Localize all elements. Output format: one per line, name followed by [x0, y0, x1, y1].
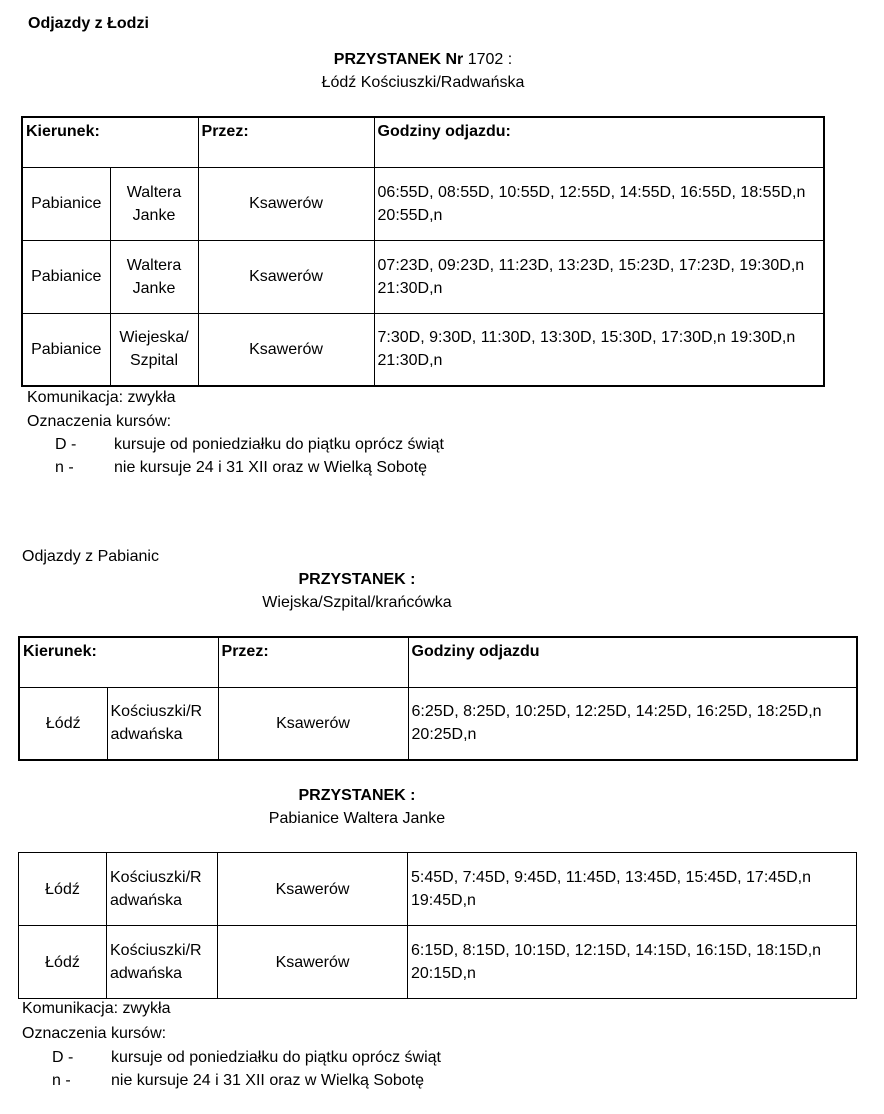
row-times: 5:45D, 7:45D, 9:45D, 11:45D, 13:45D, 15:45D, 17:45D,n 19:45D,n	[408, 853, 857, 926]
row-city: Łódź	[19, 926, 107, 999]
legend-item	[55, 436, 444, 454]
row-via: Ksawerów	[218, 926, 408, 999]
header-via: Przez:	[198, 117, 374, 167]
section1-title: Odjazdy z Łodzi	[28, 15, 149, 32]
section3-stop-label: PRZYSTANEK :	[298, 787, 416, 804]
table-header-row	[19, 637, 857, 687]
header-times: Godziny odjazdu:	[374, 117, 824, 167]
section1-timetable	[21, 116, 825, 387]
legend-desc: nie kursuje 24 i 31 XII oraz w Wielką Sobotę	[114, 459, 428, 476]
section3-stop-name: Pabianice Waltera Janke	[268, 810, 446, 827]
row-stop: Kościuszki/R adwańska	[107, 926, 218, 999]
header-direction: Kierunek:	[19, 637, 218, 687]
section3-timetable	[18, 852, 857, 999]
header-via: Przez:	[218, 637, 408, 687]
row-times: 07:23D, 09:23D, 11:23D, 13:23D, 15:23D, 17:23D, 19:30D,n 21:30D,n	[374, 240, 824, 313]
table-header-row	[22, 117, 824, 167]
table-row	[22, 240, 824, 313]
row-city: Pabianice	[22, 313, 110, 386]
legend-item	[52, 1049, 441, 1067]
header-direction: Kierunek:	[22, 117, 198, 167]
legend-code: n -	[55, 459, 74, 476]
row-times: 6:25D, 8:25D, 10:25D, 12:25D, 14:25D, 16:25D, 18:25D,n 20:25D,n	[408, 687, 857, 760]
table-row	[22, 167, 824, 240]
row-times: 7:30D, 9:30D, 11:30D, 13:30D, 15:30D, 17:30D,n 19:30D,n 21:30D,n	[374, 313, 824, 386]
row-city: Łódź	[19, 853, 107, 926]
legend-code: D -	[55, 436, 77, 453]
row-times: 6:15D, 8:15D, 10:15D, 12:15D, 14:15D, 16:15D, 18:15D,n 20:15D,n	[408, 926, 857, 999]
section2-title: Odjazdy z Pabianic	[22, 548, 159, 565]
row-stop: Waltera Janke	[110, 167, 198, 240]
table-row	[19, 853, 857, 926]
row-city: Pabianice	[22, 167, 110, 240]
legend-item	[52, 1072, 424, 1090]
section2-stop-name: Wiejska/Szpital/krańcówka	[262, 594, 452, 611]
legend-desc: nie kursuje 24 i 31 XII oraz w Wielką Sobotę	[111, 1072, 425, 1089]
row-via: Ksawerów	[218, 853, 408, 926]
legend-code: D -	[52, 1049, 74, 1066]
section3-legend-title: Oznaczenia kursów:	[22, 1025, 167, 1042]
legend-code: n -	[52, 1072, 71, 1089]
section1-stop-name: Łódź Kościuszki/Radwańska	[321, 74, 525, 91]
row-via: Ksawerów	[198, 167, 374, 240]
section1-legend-title: Oznaczenia kursów:	[27, 413, 172, 430]
row-via: Ksawerów	[218, 687, 408, 760]
row-stop: Waltera Janke	[110, 240, 198, 313]
row-city: Pabianice	[22, 240, 110, 313]
section1-communication: Komunikacja: zwykła	[27, 389, 176, 406]
section2-stop-label: PRZYSTANEK :	[298, 571, 416, 588]
section3-communication: Komunikacja: zwykła	[22, 1000, 171, 1017]
row-stop: Kościuszki/R adwańska	[107, 687, 218, 760]
section2-timetable	[18, 636, 858, 761]
row-stop: Kościuszki/R adwańska	[107, 853, 218, 926]
section1-stop-number: 1702 :	[467, 51, 513, 68]
header-times: Godziny odjazdu	[408, 637, 857, 687]
row-via: Ksawerów	[198, 240, 374, 313]
table-row	[22, 313, 824, 386]
row-via: Ksawerów	[198, 313, 374, 386]
legend-desc: kursuje od poniedziałku do piątku oprócz świąt	[111, 1049, 441, 1066]
legend-item	[55, 459, 427, 477]
legend-desc: kursuje od poniedziałku do piątku oprócz świąt	[114, 436, 444, 453]
table-row	[19, 926, 857, 999]
row-city: Łódź	[19, 687, 107, 760]
row-stop: Wiejeska/ Szpital	[110, 313, 198, 386]
table-row	[19, 687, 857, 760]
section1-stop-label: PRZYSTANEK Nr	[333, 51, 464, 68]
row-times: 06:55D, 08:55D, 10:55D, 12:55D, 14:55D, 16:55D, 18:55D,n 20:55D,n	[374, 167, 824, 240]
section1-stop-heading	[0, 51, 846, 69]
